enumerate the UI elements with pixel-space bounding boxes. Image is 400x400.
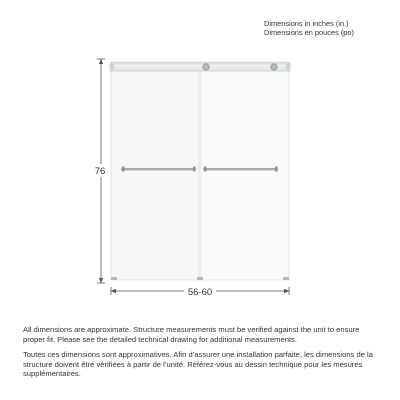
disclaimer-french: Toutes ces dimensions sont approximatives. Afin d’assurer une installation parfaite, les dimensions de la structure doivent être vérifiées à partir de l’unité. Référez-vous au dessin technique pour les mesures supplémentaires. — [23, 350, 373, 379]
units-english: Dimensions in inches (in.) — [264, 19, 349, 28]
left-handle-mount-1 — [122, 167, 125, 172]
disclaimer-notes — [23, 325, 383, 385]
right-handle-mount-1 — [204, 167, 207, 172]
height-label: 76 — [94, 166, 106, 177]
bottom-guide-right — [283, 277, 289, 280]
left-door-handle-bar — [121, 168, 196, 170]
bottom-guide-center — [197, 277, 203, 280]
top-rail — [110, 63, 290, 71]
rail-end-cap-right — [286, 63, 290, 71]
units-french: Dimensions en pouces (po) — [264, 28, 354, 37]
bottom-guide-left — [111, 277, 117, 280]
roller-left-icon — [203, 64, 209, 70]
roller-right-icon — [271, 64, 277, 70]
width-label: 56-60 — [187, 287, 213, 298]
right-handle-mount-2 — [275, 167, 278, 172]
disclaimer-english: All dimensions are approximate. Structure measurements must be verified against the unit to ensure proper fit. Please see the detailed technical drawing for additional measurements. — [23, 325, 360, 344]
left-handle-mount-2 — [193, 167, 196, 172]
right-door-handle-bar — [203, 168, 278, 170]
rail-end-cap-left — [110, 63, 114, 71]
